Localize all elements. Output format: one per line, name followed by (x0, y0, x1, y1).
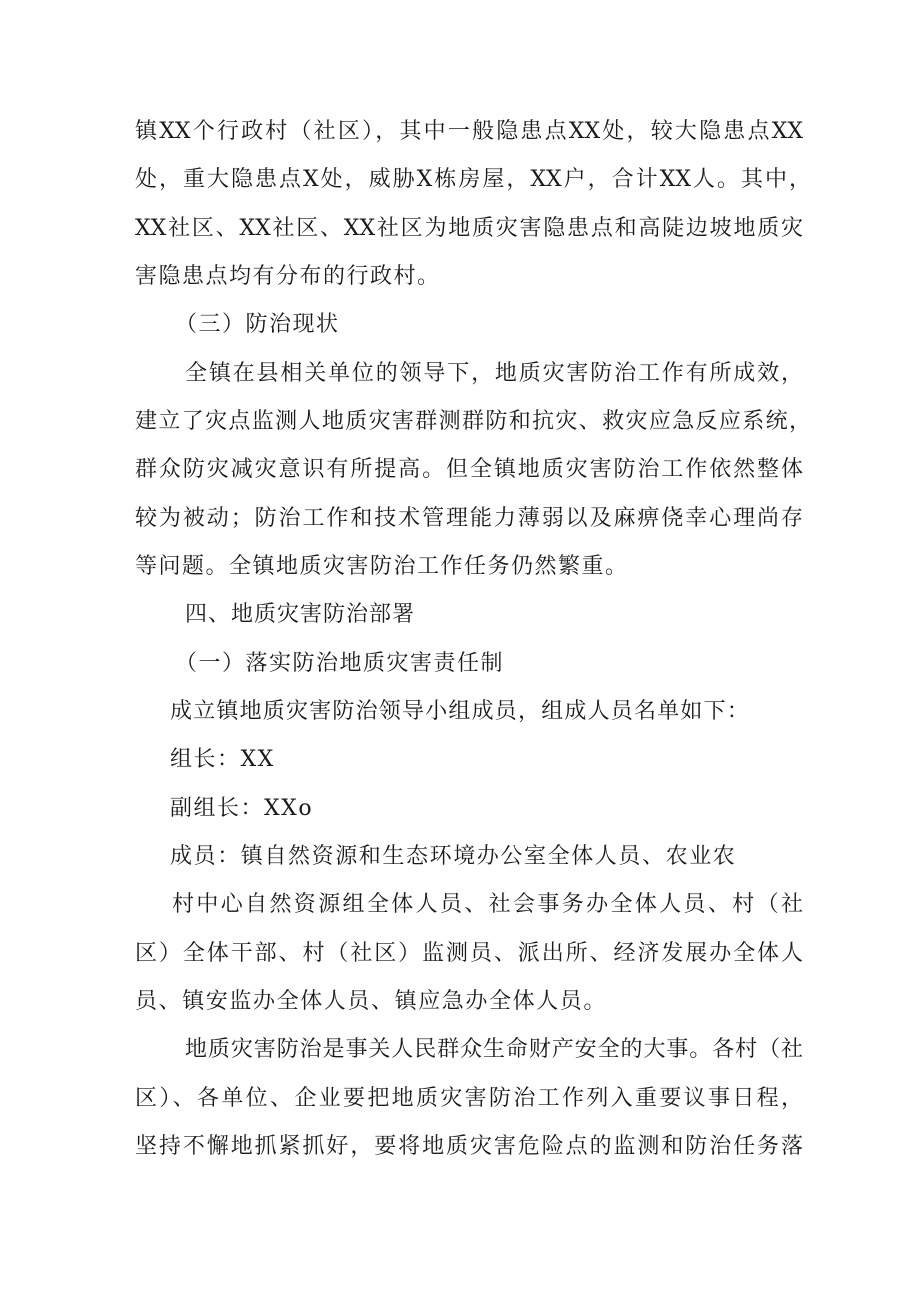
paragraph-line: 害隐患点均有分布的行政村。 (135, 264, 441, 289)
section-heading: 四、地质灾害防治部署 (185, 602, 416, 627)
section-heading: （一）落实防治地质灾害责任制 (175, 651, 505, 676)
paragraph-line: 员、镇安监办全体人员、镇应急办全体人员。 (135, 989, 608, 1014)
paragraph-line: 较为被动；防治工作和技术管理能力薄弱以及麻痹侥幸心理尚存 (135, 506, 803, 531)
paragraph-line: 成立镇地质灾害防治领导小组成员，组成人员名单如下： (170, 699, 751, 724)
paragraph-line: 建立了灾点监测人地质灾害群测群防和抗灾、救灾应急反应系统， (135, 409, 811, 434)
paragraph-line: XX社区、XX社区、XX社区为地质灾害隐患点和高陡边坡地质灾 (135, 216, 803, 241)
paragraph-line: 成员：镇自然资源和生态环境办公室全体人员、农业农 (170, 844, 737, 869)
paragraph-line: 副组长：XXo (170, 796, 314, 821)
paragraph-line: 坚持不懈地抓紧抓好，要将地质灾害危险点的监测和防治任务落 (135, 1134, 803, 1159)
paragraph-line: 等问题。全镇地质灾害防治工作任务仍然繁重。 (135, 554, 629, 579)
section-heading: （三）防治现状 (175, 312, 340, 337)
paragraph-line: 群众防灾减灾意识有所提高。但全镇地质灾害防治工作依然整体 (135, 457, 803, 482)
paragraph-line: 村中心自然资源组全体人员、社会事务办全体人员、村（社 (172, 892, 803, 917)
paragraph-line: 全镇在县相关单位的领导下，地质灾害防治工作有所成效， (185, 361, 803, 386)
paragraph-line: 处，重大隐患点X处，威胁X栋房屋，XX户，合计XX人。其中， (135, 167, 811, 192)
paragraph-line: 镇XX个行政村（社区），其中一般隐患点XX处，较大隐患点XX (135, 119, 803, 144)
paragraph-line: 区）全体干部、村（社区）监测员、派出所、经济发展办全体人 (135, 941, 803, 966)
paragraph-line: 区）、各单位、企业要把地质灾害防治工作列入重要议事日程， (135, 1086, 803, 1111)
paragraph-line: 地质灾害防治是事关人民群众生命财产安全的大事。各村（社 (185, 1037, 803, 1062)
paragraph-line: 组长：XX (170, 747, 275, 772)
